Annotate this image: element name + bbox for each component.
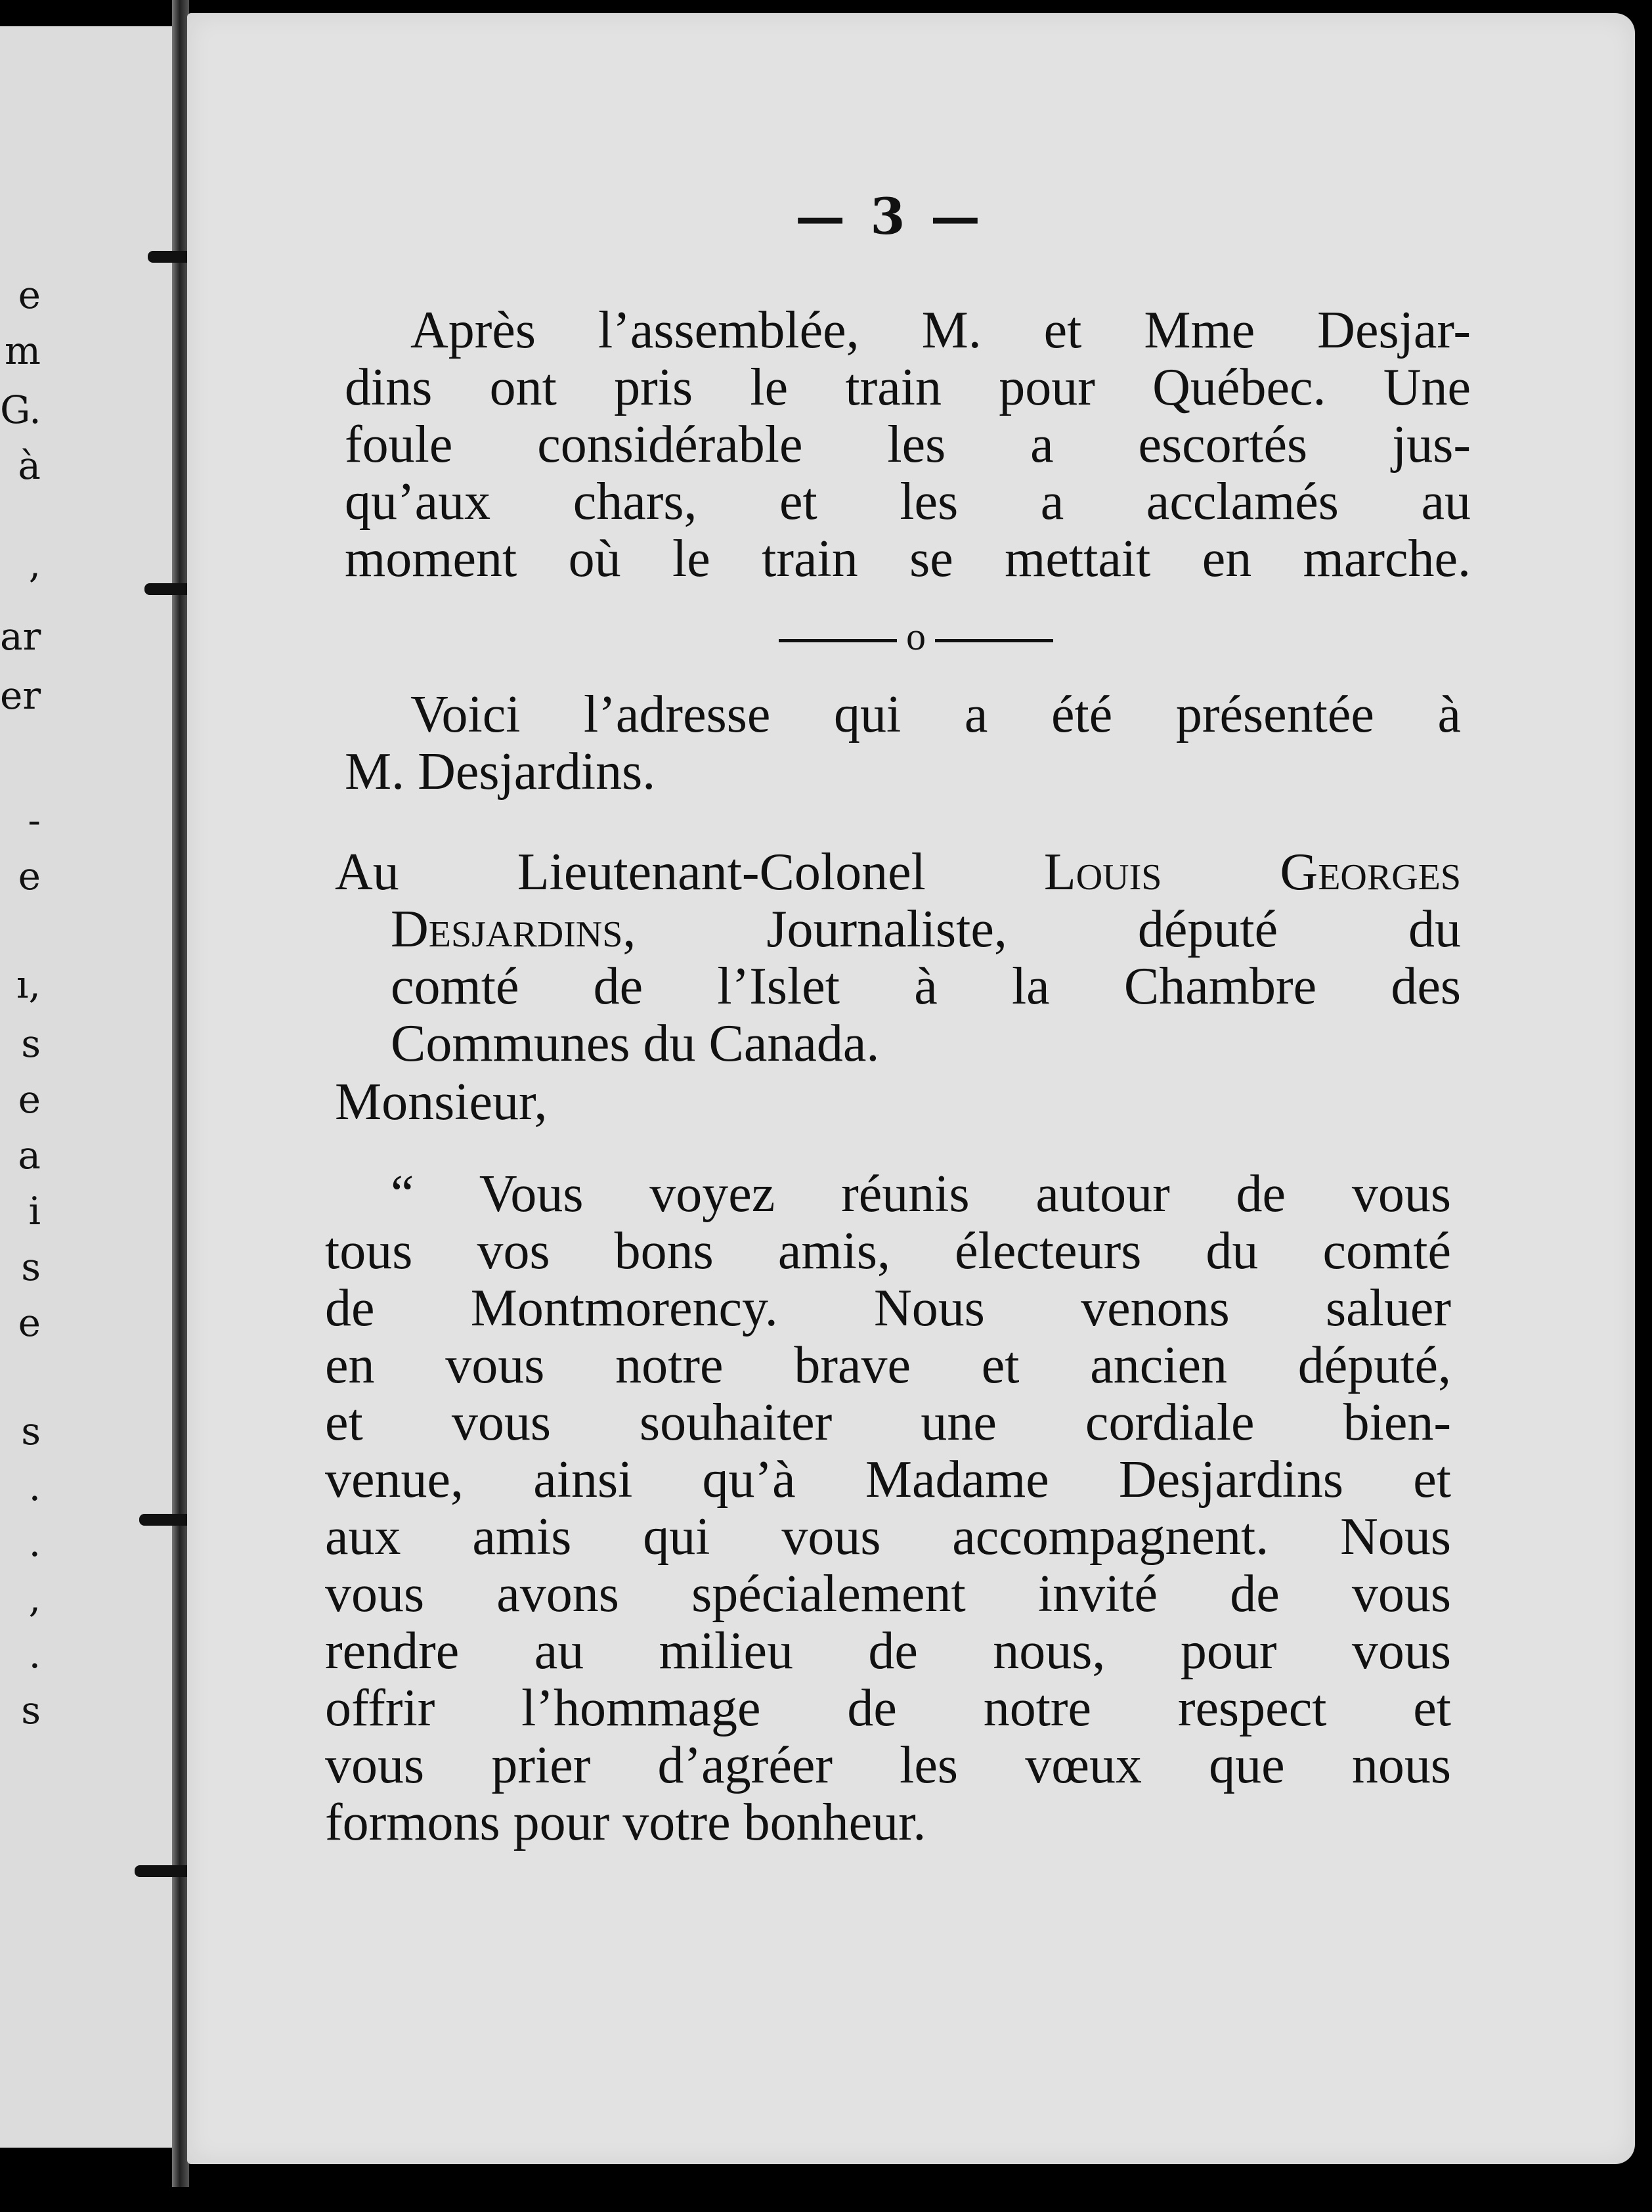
text-line <box>335 901 1461 958</box>
text-line: rendre au milieu de nous, pour vous <box>325 1622 1451 1680</box>
paragraph-address-intro <box>345 686 1461 801</box>
text-line: venue, ainsi qu’à Madame Desjardins et <box>325 1451 1451 1509</box>
page-number: — 3 — <box>795 187 984 246</box>
text-line: foule considérable les a escortés jus- <box>345 416 1471 474</box>
left-page-fragment: s <box>21 1021 41 1066</box>
left-page-fragment: . <box>28 1520 41 1565</box>
left-page-fragment: ı, <box>16 962 41 1007</box>
text-line <box>335 844 1461 901</box>
addressee-title: , Journaliste, député du <box>622 900 1461 958</box>
text-line: “ Vous voyez réunis autour de vous <box>391 1165 1451 1223</box>
left-page-fragment: a <box>18 1133 41 1178</box>
text-line: et vous souhaiter une cordiale bien- <box>325 1394 1451 1451</box>
left-page-fragment: , <box>28 1576 41 1621</box>
text-line: vous avons spécialement invité de vous <box>325 1565 1451 1623</box>
left-page-fragment: e <box>18 1300 41 1345</box>
left-page-fragment: i <box>28 1189 41 1233</box>
left-page-fragment: e <box>18 1077 41 1122</box>
left-page-fragment: G. <box>0 387 41 432</box>
address-quote <box>325 1166 1451 1851</box>
separator-rule <box>779 639 897 642</box>
left-page-fragment: e <box>18 854 41 898</box>
text-line: en vous notre brave et ancien député, <box>325 1337 1451 1394</box>
left-page-fragment: - <box>28 798 41 843</box>
addressee-block <box>335 844 1461 1073</box>
addressee-surname: Desjardins <box>391 900 623 958</box>
addressee-given-names: Louis Georges <box>1043 843 1461 901</box>
left-page-fragment: e <box>18 273 41 317</box>
left-page-fragment: . <box>28 1632 41 1677</box>
left-page-fragment: s <box>21 1409 41 1453</box>
text-line: tous vos bons amis, électeurs du comté <box>325 1222 1451 1280</box>
text-line: moment où le train se mettait en marche. <box>345 530 1471 588</box>
left-page-fragment: . <box>28 1465 41 1509</box>
left-page-fragment: à <box>18 443 41 488</box>
separator-rule <box>935 639 1053 642</box>
text-line: de Montmorency. Nous venons saluer <box>325 1279 1451 1337</box>
paragraph-departure <box>345 302 1471 588</box>
section-separator <box>686 614 1146 659</box>
text-line: M. Desjardins. <box>345 743 656 801</box>
text-line: formons pour votre bonheur. <box>325 1794 926 1851</box>
left-page-fragment: ar <box>0 614 41 659</box>
text-line: Communes du Canada. <box>391 1015 880 1073</box>
text-line: Après l’assemblée, M. et Mme Desjar- <box>410 301 1471 359</box>
book-page <box>187 13 1635 2164</box>
left-page-fragment: , <box>28 542 41 586</box>
text-line: aux amis qui vous accompagnent. Nous <box>325 1508 1451 1566</box>
separator-mark: o <box>906 615 926 658</box>
previous-page-edge <box>0 26 184 2148</box>
left-page-fragment: s <box>21 1688 41 1733</box>
text-line: dins ont pris le train pour Québec. Une <box>345 359 1471 416</box>
text-line: vous prier d’agréer les vœux que nous <box>325 1736 1451 1794</box>
left-page-fragment: m <box>5 328 41 373</box>
text-line: qu’aux chars, et les a acclamés au <box>345 473 1471 531</box>
text-line: comté de l’Islet à la Chambre des <box>391 958 1461 1015</box>
addressee-prefix: Au Lieutenant-Colonel <box>335 843 1044 901</box>
left-page-fragment: s <box>21 1245 41 1289</box>
left-page-fragment: er <box>0 673 41 718</box>
salutation: Monsieur, <box>335 1073 548 1131</box>
text-line: Voici l’adresse qui a été présentée à <box>410 686 1461 743</box>
text-line: offrir l’hommage de notre respect et <box>325 1679 1451 1737</box>
